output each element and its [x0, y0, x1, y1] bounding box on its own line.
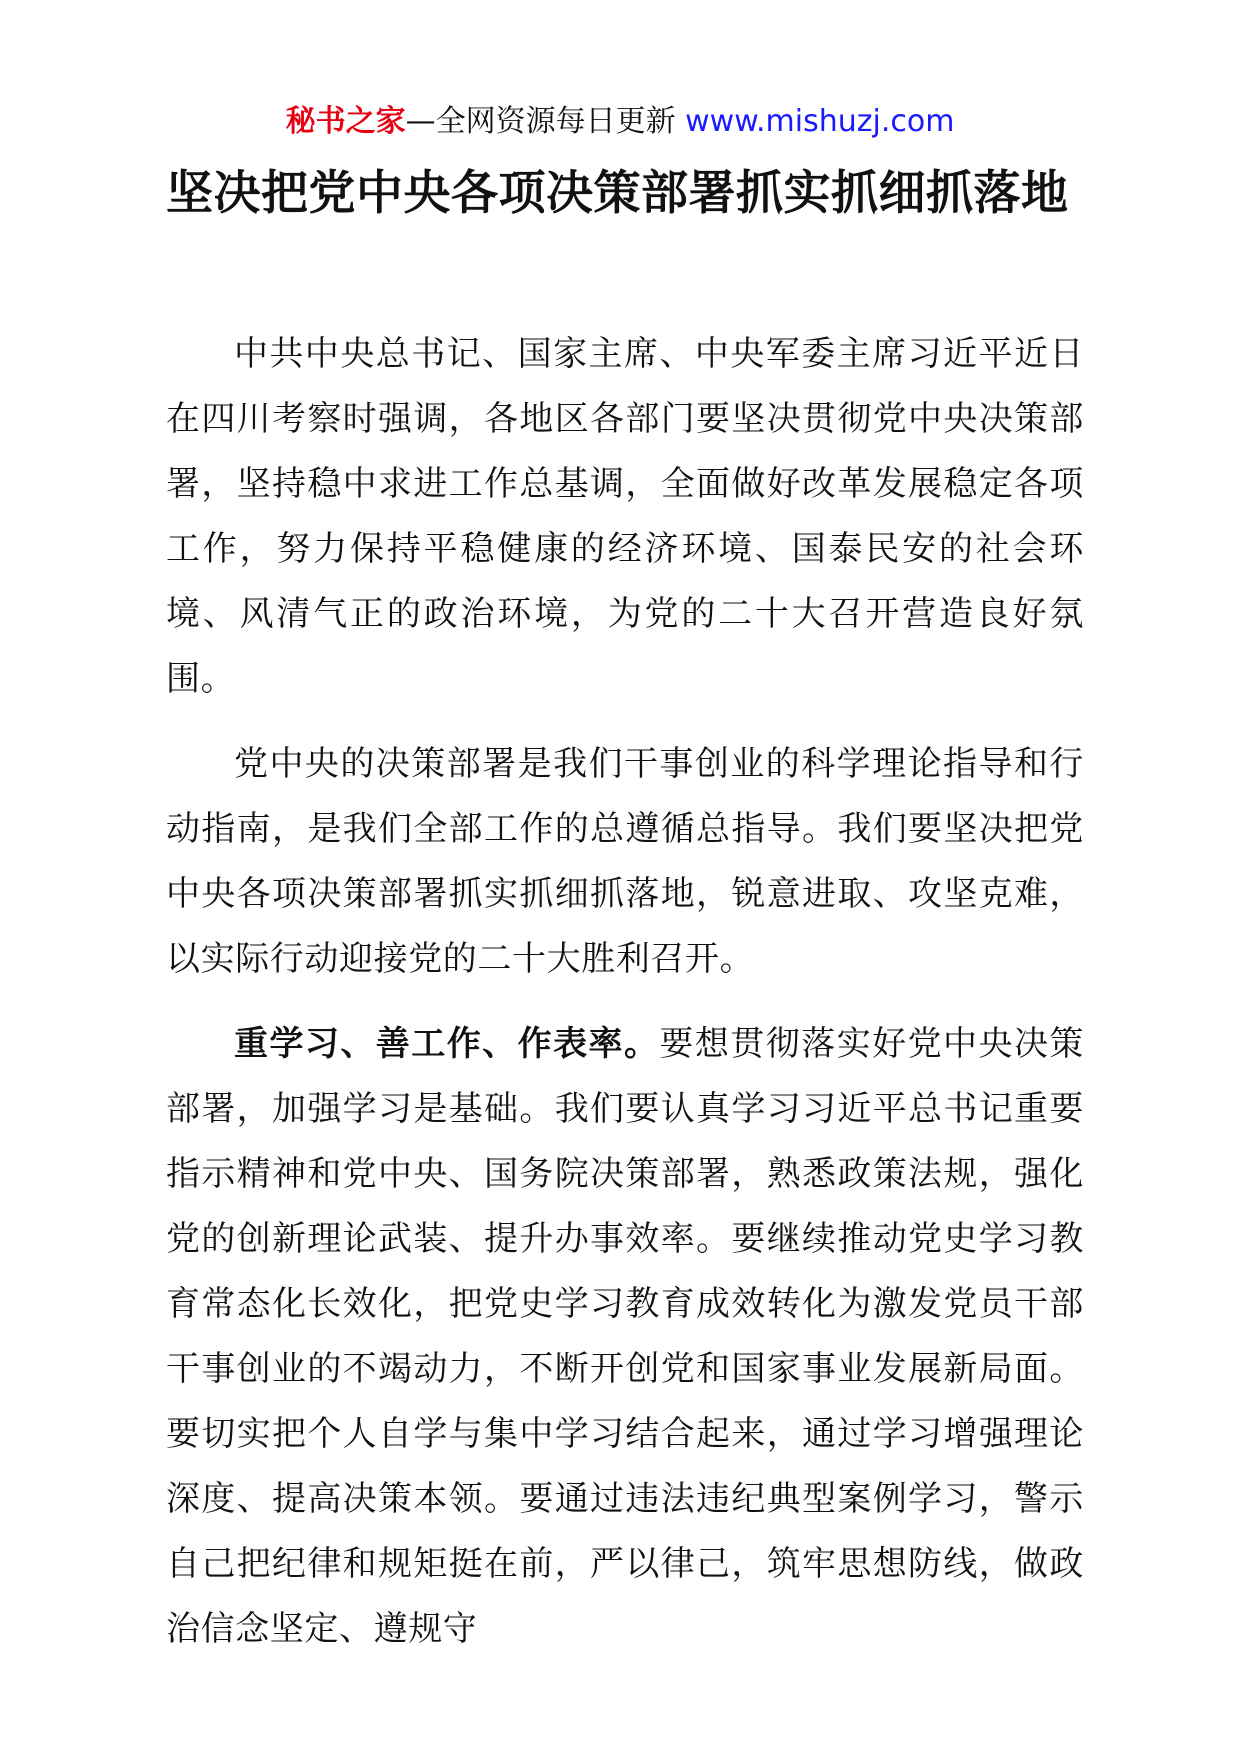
paragraph-text: 要想贯彻落实好党中央决策部署，加强学习是基础。我们要认真学习习近平总书记重要指示精神和党中央、国务院决策部署，熟悉政策法规，强化党的创新理论武装、提升办事效率。要继续推动党史学习教育常态化长效化，把党史学习教育成效转化为激发党员干部干事创业的不竭动力，不断开创党和国家事业发展新局面。要切实把个人自学与集中学习结合起来，通过学习增强理论深度、提高决策本领。要通过违法违纪典型案例学习，警示自己把纪律和规矩挺在前，严以律己，筑牢思想防线，做政治信念坚定、遵规守: [166, 1024, 1084, 1649]
document-title: 坚决把党中央各项决策部署抓实抓细抓落地: [166, 166, 1069, 221]
document-body: [166, 322, 1084, 1662]
brand-name: 秘书之家: [285, 104, 406, 139]
header-tagline: —全网资源每日更新: [405, 104, 676, 139]
paragraph-text: 中共中央总书记、国家主席、中央军委主席习近平近日在四川考察时强调，各地区各部门要坚决贯彻党中央决策部署，坚持稳中求进工作总基调，全面做好改革发展稳定各项工作，努力保持平稳健康的经济环境、国泰民安的社会环境、风清气正的政治环境，为党的二十大召开营造良好氛围。: [166, 334, 1084, 699]
paragraph-text: 党中央的决策部署是我们干事创业的科学理论指导和行动指南，是我们全部工作的总遵循总指导。我们要坚决把党中央各项决策部署抓实抓细抓落地，锐意进取、攻坚克难，以实际行动迎接党的二十大胜利召开。: [166, 744, 1084, 979]
paragraph-3: [166, 1012, 1084, 1662]
paragraph-1: [166, 322, 1084, 712]
site-link[interactable]: www.mishuzj.com: [685, 104, 955, 139]
paragraph-2: [166, 732, 1084, 992]
site-header: [0, 100, 1240, 144]
paragraph-lead: 重学习、善工作、作表率。: [234, 1024, 660, 1064]
